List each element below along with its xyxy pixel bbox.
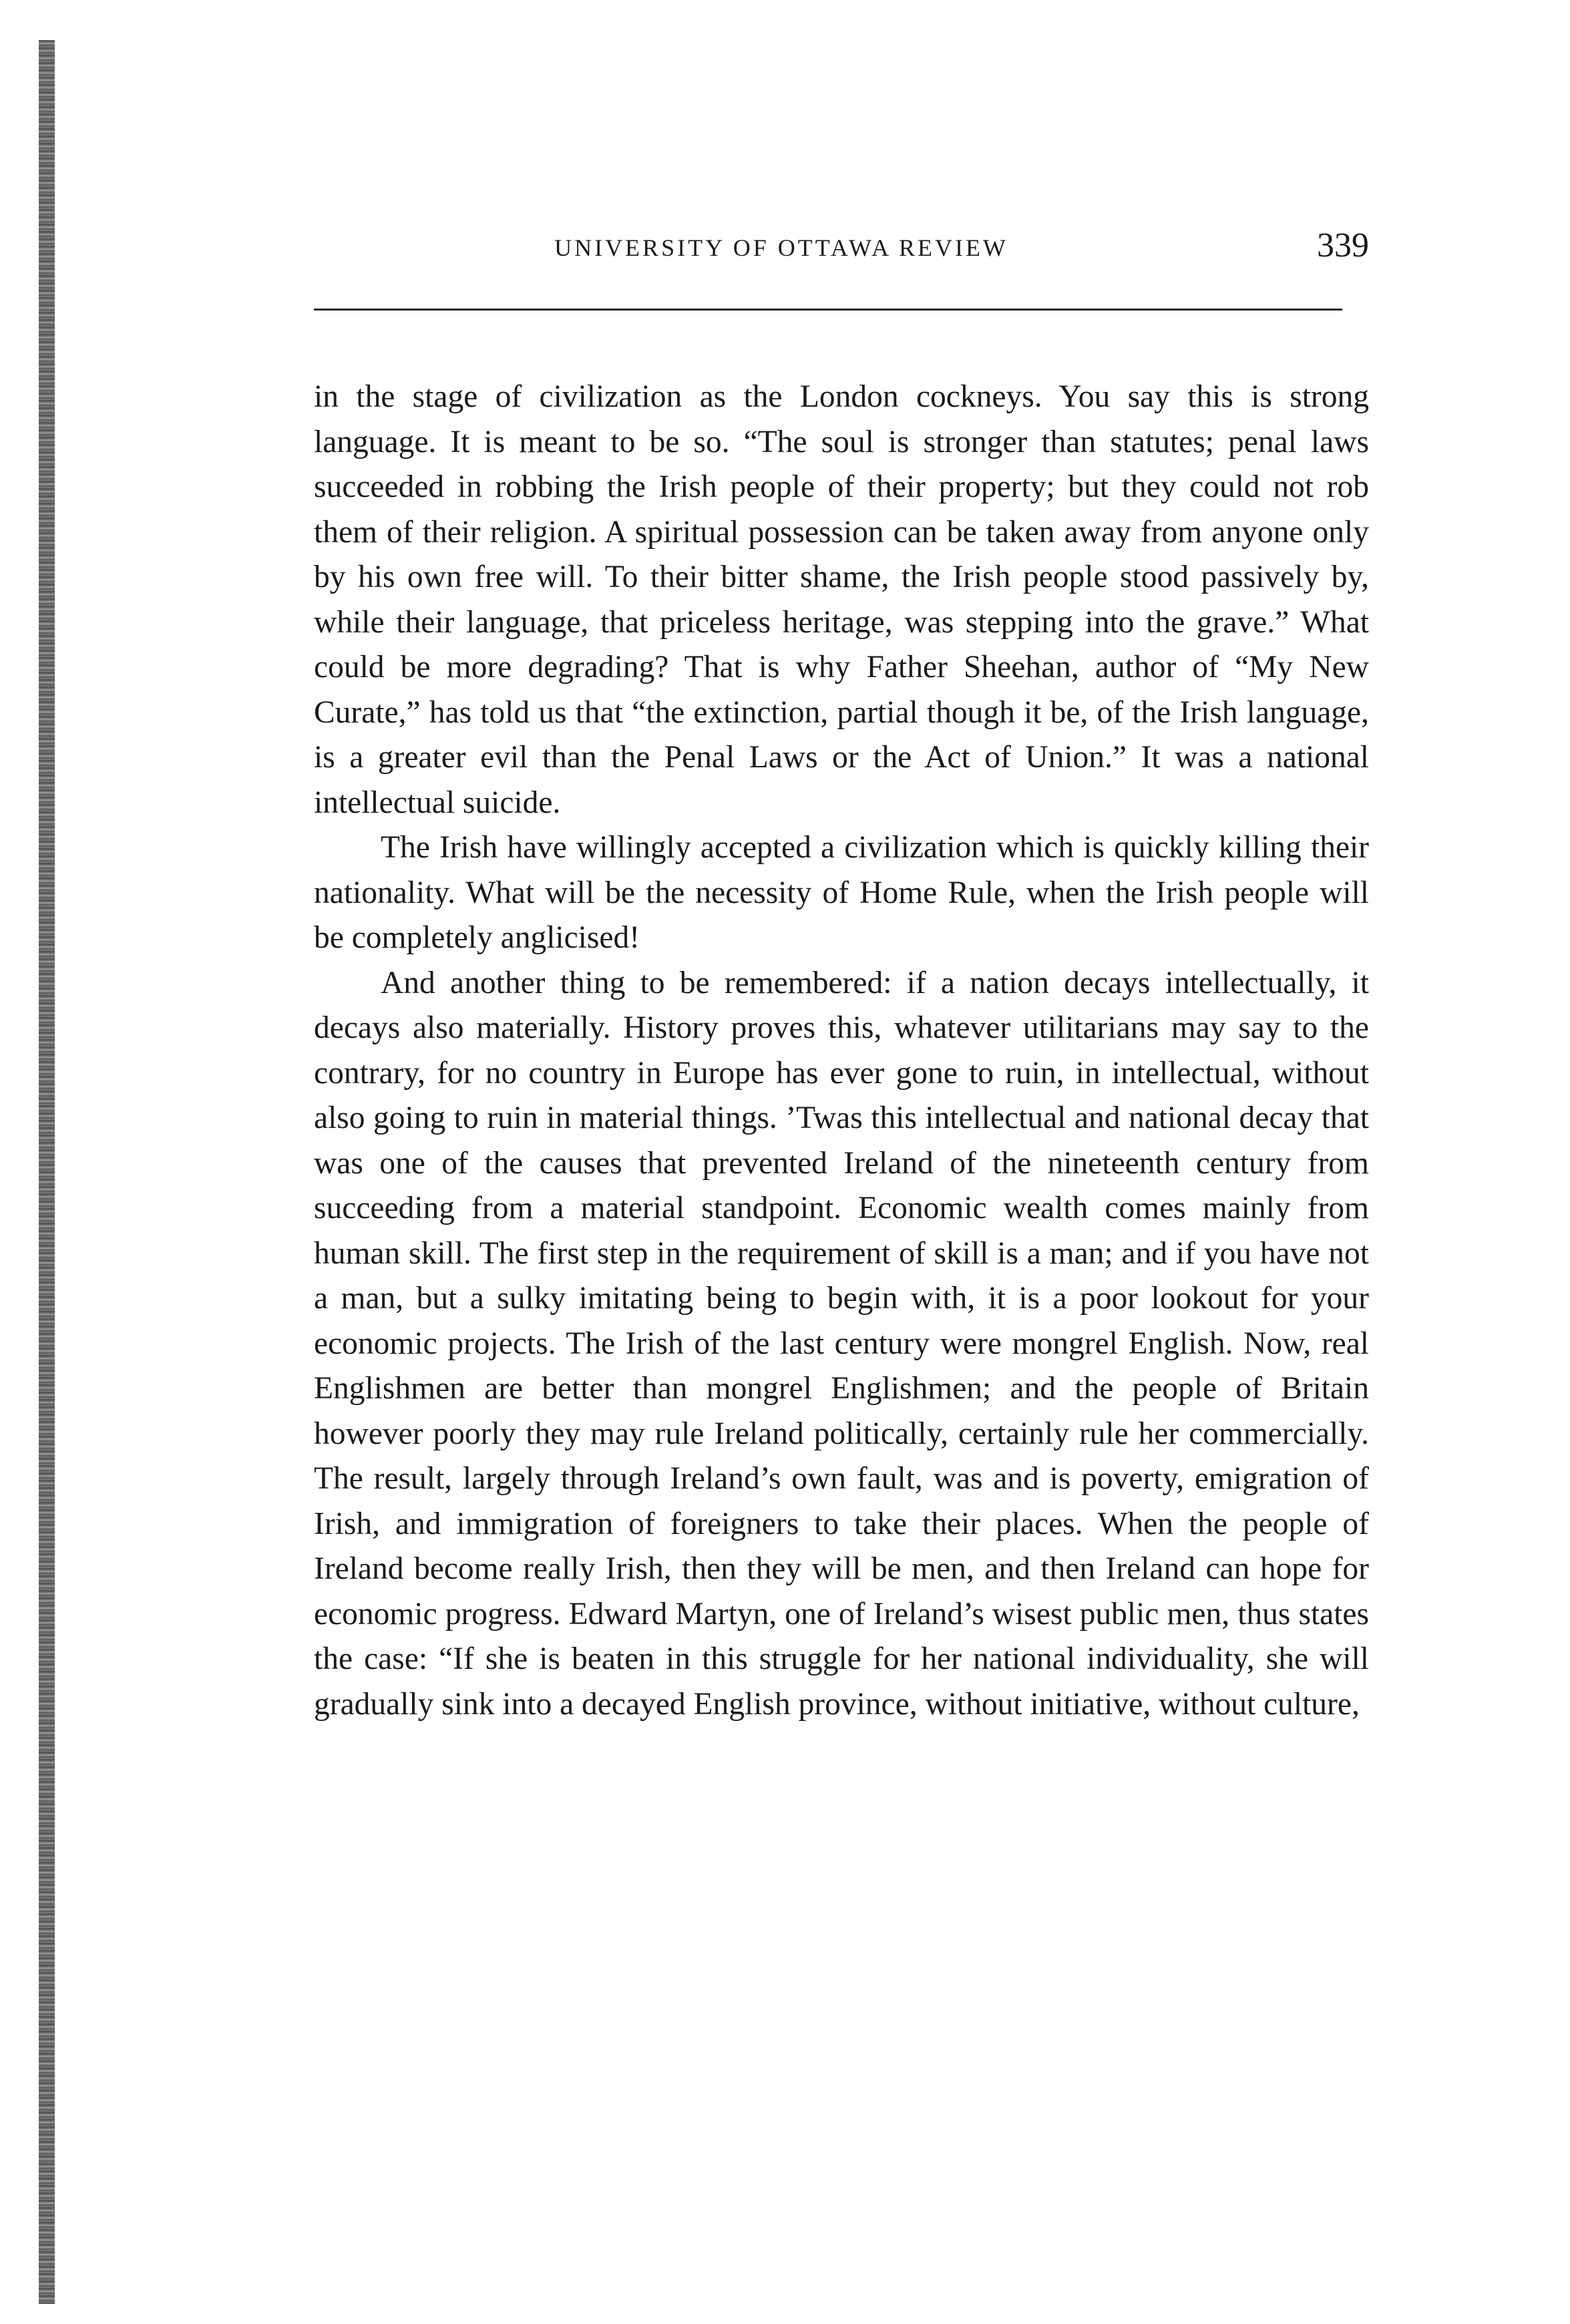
running-head <box>314 220 1369 274</box>
page-binding-edge <box>39 40 55 2304</box>
body-text <box>314 375 1369 1727</box>
paragraph-2: The Irish have willingly accepted a civilization which is quickly killing their nationality. What will be the necessity of Home Rule, when the Irish people will be completely anglicised! <box>314 830 1369 955</box>
header-rule <box>314 309 1342 311</box>
running-title: UNIVERSITY OF OTTAWA REVIEW <box>554 234 1008 261</box>
paragraph-1: in the stage of civilization as the London cockneys. You say this is strong language. It is meant to be so. “The soul is stronger than statutes; penal laws succeeded in robbing the Irish people of their property; but they could not rob them of their religion. A spiritual possession can be taken away from anyone only by his own free will. To their bitter shame, the Irish people stood passively by, while their language, that priceless heritage, was stepping into the grave.” What could be more degrading? That is why Father Sheehan, author of “My New Curate,” has told us that “the extinction, partial though it be, of the Irish language, is a greater evil than the Penal Laws or the Act of Union.” It was a national intellectual suicide. <box>314 379 1369 820</box>
page-number: 339 <box>1317 226 1369 264</box>
document-page <box>314 220 1369 1727</box>
paragraph-3: And another thing to be remembered: if a nation decays intellectually, it decays also materially. History proves this, whatever utilitarians may say to the contrary, for no country in Europe has ever gone to ruin, in intellectual, without also going to ruin in material things. ’Twas this intellectual and national decay that was one of the causes that prevented Ireland of the nineteenth century from succeeding from a material standpoint. Economic wealth comes mainly from human skill. The first step in the requirement of skill is a man; and if you have not a man, but a sulky imitating being to begin with, it is a poor lookout for your economic projects. The Irish of the last century were mongrel English. Now, real Englishmen are better than mongrel Englishmen; and the people of Britain however poorly they may rule Ireland politically, certainly rule her commercially. The result, largely through Ireland’s own fault, was and is poverty, emigration of Irish, and immigration of foreigners to take their places. When the people of Ireland become really Irish, then they will be men, and then Ireland can hope for economic progress. Edward Martyn, one of Ireland’s wisest public men, thus states the case: “If she is beaten in this struggle for her national individuality, she will gradually sink into a decayed English province, without initiative, without culture, <box>314 965 1369 1722</box>
